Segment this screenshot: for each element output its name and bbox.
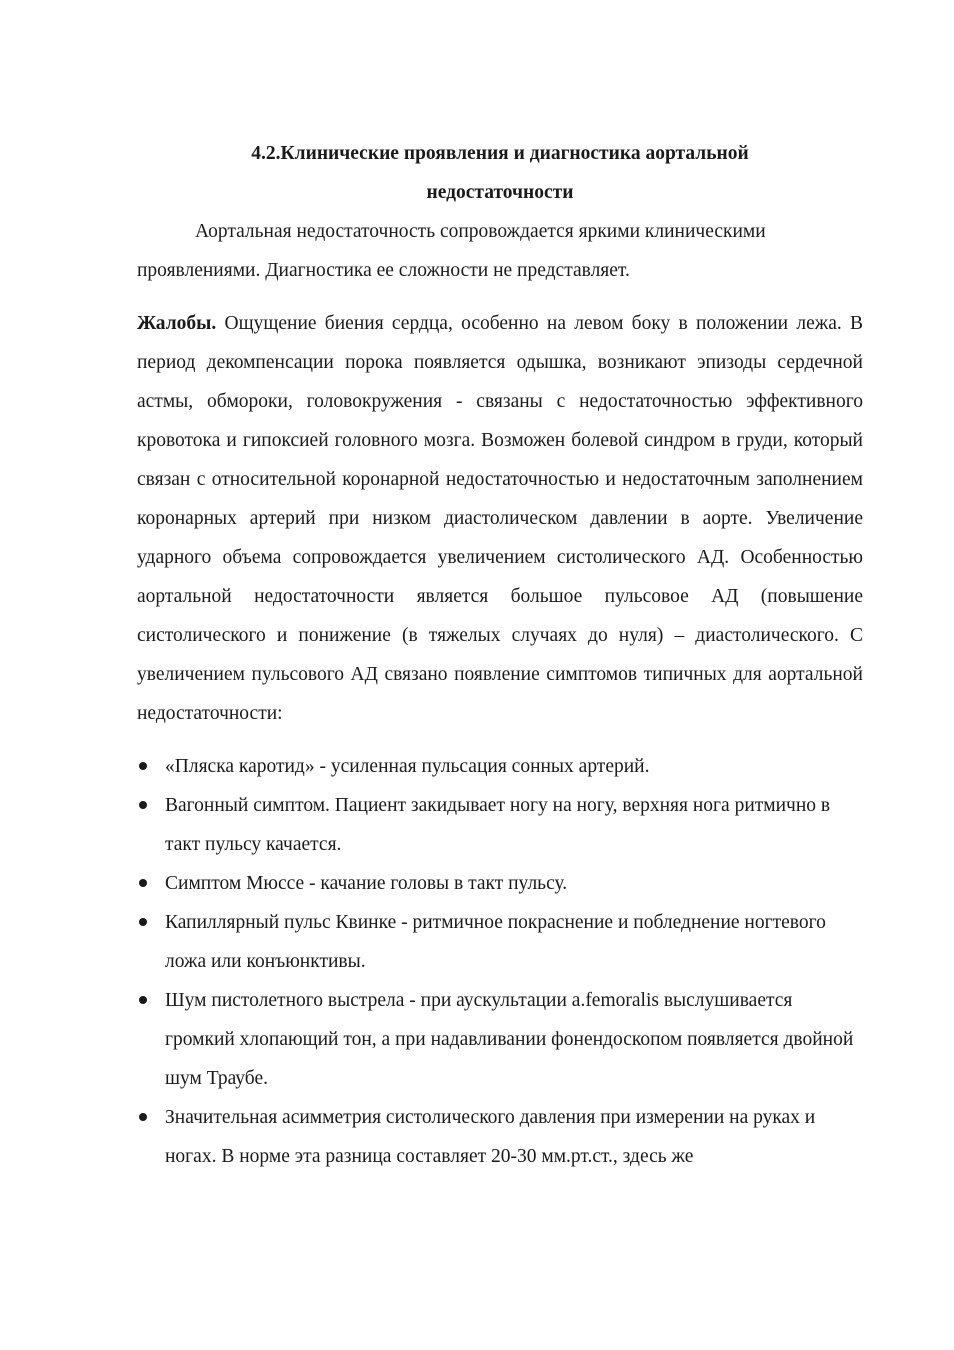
- list-item: [137, 864, 863, 903]
- complaints-label: Жалобы.: [137, 313, 217, 334]
- bullet-icon: [139, 762, 147, 770]
- list-item: [137, 981, 863, 1098]
- bullet-icon: [139, 1113, 147, 1121]
- bullet-icon: [139, 918, 147, 926]
- section-title-line-2: недостаточности: [426, 182, 574, 203]
- list-item: [137, 786, 863, 864]
- symptom-text: Симптом Мюссе - качание головы в такт пульсу.: [165, 873, 568, 894]
- document-page: [137, 134, 863, 1176]
- symptom-text: Вагонный симптом. Пациент закидывает ногу на ногу, верхняя нога ритмично в такт пульсу качается.: [165, 795, 831, 855]
- section-title-line-1: 4.2.Клинические проявления и диагностика аортальной: [251, 143, 749, 164]
- list-item: [137, 903, 863, 981]
- symptom-text: Шум пистолетного выстрела - при аускультации a.femoralis выслушивается громкий хлопающий тон, а при надавливании фонендоскопом появляется двойной шум Траубе.: [165, 990, 854, 1089]
- symptom-text: Капиллярный пульс Квинке - ритмичное покраснение и побледнение ногтевого ложа или конъюнктивы.: [165, 912, 826, 972]
- symptom-text: Значительная асимметрия систолического давления при измерении на руках и ногах. В норме эта разница составляет 20-30 мм.рт.ст., здесь же: [165, 1107, 816, 1167]
- list-item: [137, 747, 863, 786]
- complaints-paragraph: [137, 304, 863, 733]
- bullet-icon: [139, 801, 147, 809]
- bullet-icon: [139, 996, 147, 1004]
- symptom-text: «Пляска каротид» - усиленная пульсация сонных артерий.: [165, 756, 650, 777]
- bullet-icon: [139, 879, 147, 887]
- complaints-text: Ощущение биения сердца, особенно на левом боку в положении лежа. В период декомпенсации порока появляется одышка, возникают эпизоды сердечной астмы, обмороки, головокружения - связаны с недостаточностью эффективного кровотока и гипоксией головного мозга. Возможен болевой синдром в груди, который связан с относительной коронарной недостаточностью и недостаточным заполнением коронарных артерий при низком диастолическом давлении в аорте. Увеличение ударного объема сопровождается увеличением систолического АД. Особенностью аортальной недостаточности является большое пульсовое АД (повышение систолического и понижение (в тяжелых случаях до нуля) – диастолического. С увеличением пульсового АД связано появление симптомов типичных для аортальной недостаточности:: [137, 313, 863, 724]
- section-title: [137, 134, 863, 212]
- list-item: [137, 1098, 863, 1176]
- symptom-list: [137, 747, 863, 1176]
- intro-paragraph: Аортальная недостаточность сопровождается яркими клиническими проявлениями. Диагностика ее сложности не представляет.: [137, 221, 766, 281]
